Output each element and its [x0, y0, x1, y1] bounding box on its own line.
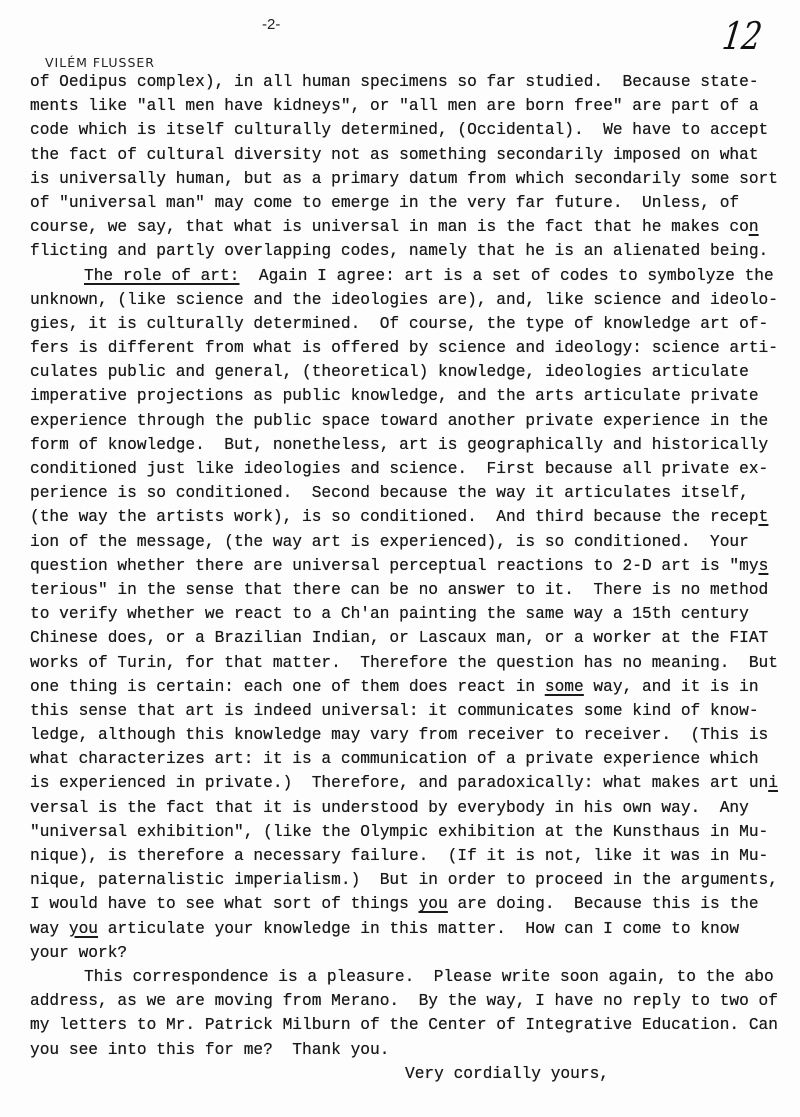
- text-line: [30, 675, 800, 699]
- text-run: nique), is therefore a necessary failure. (If it is not, like it was in Mu-: [30, 847, 769, 865]
- text-line: [30, 360, 800, 384]
- text-run: ion of the message, (the way art is experienced), is so conditioned. Your: [30, 532, 749, 551]
- text-line: [30, 481, 800, 505]
- text-run: code which is itself culturally determined, (Occidental). We have to accept: [30, 121, 769, 140]
- page-number: -2-: [262, 16, 281, 33]
- underlined-text: s: [758, 556, 769, 575]
- text-run: "universal exhibition", (like the Olympic exhibition at the Kunsthaus in Mu-: [30, 822, 769, 841]
- text-line: [30, 796, 800, 820]
- underlined-text: n: [748, 218, 759, 237]
- text-line: [30, 312, 800, 336]
- text-line: [30, 167, 800, 191]
- text-line: [30, 239, 800, 263]
- text-run: way: [30, 919, 69, 938]
- text-run: perience is so conditioned. Second because the way it articulates itself,: [30, 484, 749, 503]
- text-run: Chinese does, or a Brazilian Indian, or Lascaux man, or a worker at the FIAT: [30, 629, 769, 648]
- text-run: what characterizes art: it is a communication of a private experience which: [30, 750, 759, 769]
- text-run: terious" in the sense that there can be no answer to it. There is no method: [30, 580, 769, 599]
- text-line: [30, 892, 800, 916]
- text-line: [30, 965, 800, 989]
- closing-salutation: Very cordially yours,: [405, 1064, 609, 1083]
- text-run: articulate your knowledge in this matter. How can I come to know: [98, 919, 740, 938]
- text-line: [30, 409, 800, 433]
- text-run: my letters to Mr. Patrick Milburn of the Center of Integrative Education. Can: [30, 1016, 778, 1035]
- text-line: [30, 868, 800, 892]
- underlined-text: some: [544, 677, 584, 696]
- text-run: your work?: [30, 943, 128, 962]
- text-line: [30, 384, 800, 408]
- text-line: [30, 554, 800, 578]
- text-run: versal is the fact that it is understood by everybody in his own way. Any: [30, 798, 749, 817]
- text-run: I would have to see what sort of things: [30, 895, 419, 914]
- text-run: ledge, although this knowledge may vary from receiver to receiver. (This is: [30, 726, 769, 745]
- text-run: flicting and partly overlapping codes, namely that he is an alienated being.: [30, 242, 769, 261]
- text-run: imperative projections as public knowledge, and the arts articulate private: [30, 387, 759, 406]
- text-line: [30, 530, 800, 554]
- handwritten-folio-number: 12: [719, 14, 765, 58]
- underlined-text: you: [68, 919, 99, 938]
- text-run: conditioned just like ideologies and science. First because all private ex-: [30, 460, 769, 478]
- text-run: one thing is certain: each one of them does react in: [30, 677, 545, 696]
- text-run: course, we say, that what is universal in man is the fact that he makes co: [30, 218, 749, 237]
- text-run: fers is different from what is offered by science and ideology: science arti-: [30, 339, 778, 358]
- text-run: Again I agree: art is a set of codes to symbolyze the: [239, 266, 774, 285]
- text-line: [30, 1038, 800, 1062]
- text-run: this sense that art is indeed universal: it communicates some kind of know-: [30, 701, 759, 720]
- text-line: [30, 70, 800, 94]
- text-line: [30, 602, 800, 626]
- text-run: culates public and general, (theoretical) knowledge, ideologies articulate: [30, 363, 749, 382]
- text-run: question whether there are universal perceptual reactions to 2-D art is "my: [30, 556, 759, 575]
- text-run: ments like "all men have kidneys", or "all men are born free" are part of a: [30, 97, 759, 116]
- text-run: is experienced in private.) Therefore, and paradoxically: what makes art un: [30, 774, 769, 793]
- text-run: experience through the public space toward another private experience in the: [30, 411, 769, 430]
- text-line: [30, 820, 800, 844]
- text-run: (the way the artists work), is so conditioned. And third because the recep: [30, 508, 759, 527]
- text-line: [30, 215, 800, 239]
- paragraph: [30, 264, 800, 965]
- text-line: [30, 844, 800, 868]
- text-run: unknown, (like science and the ideologies are), and, like science and ideolo-: [30, 290, 778, 309]
- paragraph: [30, 70, 800, 264]
- letterhead-name: VILÉM FLUSSER: [45, 55, 155, 70]
- text-line: [30, 989, 800, 1013]
- text-line: [30, 264, 800, 288]
- text-run: form of knowledge. But, nonetheless, art is geographically and historically: [30, 435, 769, 454]
- text-line: [30, 118, 800, 142]
- text-line: [30, 917, 800, 941]
- text-line: [30, 505, 800, 529]
- text-line: [30, 651, 800, 675]
- text-run: gies, it is culturally determined. Of course, the type of knowledge art of-: [30, 314, 769, 333]
- text-line: [30, 699, 800, 723]
- text-run: nique, paternalistic imperialism.) But in order to proceed in the arguments,: [30, 871, 778, 890]
- text-line: [30, 1013, 800, 1037]
- text-line: [30, 288, 800, 312]
- text-run: you see into this for me? Thank you.: [30, 1040, 390, 1059]
- underlined-text: you: [418, 895, 448, 914]
- text-line: [30, 94, 800, 118]
- letter-body: [30, 70, 800, 1086]
- text-line: [30, 143, 800, 167]
- underlined-text: i: [768, 774, 778, 793]
- text-line: [30, 747, 800, 771]
- text-line: [30, 191, 800, 215]
- text-line: [30, 457, 800, 481]
- text-run: of Oedipus complex), in all human specimens so far studied. Because state-: [30, 73, 759, 91]
- text-run: works of Turin, for that matter. Therefore the question has no meaning. But: [30, 653, 778, 672]
- text-run: are doing. Because this is the: [447, 895, 759, 914]
- text-line: [30, 941, 800, 965]
- text-run: to verify whether we react to a Ch'an painting the same way a 15th century: [30, 605, 749, 624]
- text-run: the fact of cultural diversity not as something secondarily imposed on what: [30, 145, 759, 164]
- text-line: [30, 433, 800, 457]
- text-run: This correspondence is a pleasure. Please write soon again, to the abo: [84, 967, 774, 986]
- underlined-text: t: [758, 508, 769, 527]
- text-run: way, and it is in: [583, 677, 759, 696]
- text-run: of "universal man" may come to emerge in the very far future. Unless, of: [30, 193, 740, 212]
- text-run: address, as we are moving from Merano. By the way, I have no reply to two of: [30, 992, 778, 1011]
- text-run: is universally human, but as a primary datum from which secondarily some sort: [30, 169, 778, 188]
- text-line: [30, 771, 800, 795]
- text-line: [30, 336, 800, 360]
- underlined-text: The role of art:: [84, 266, 240, 285]
- text-line: [30, 578, 800, 602]
- text-line: [30, 626, 800, 650]
- paragraph: [30, 965, 800, 1062]
- text-line: [30, 723, 800, 747]
